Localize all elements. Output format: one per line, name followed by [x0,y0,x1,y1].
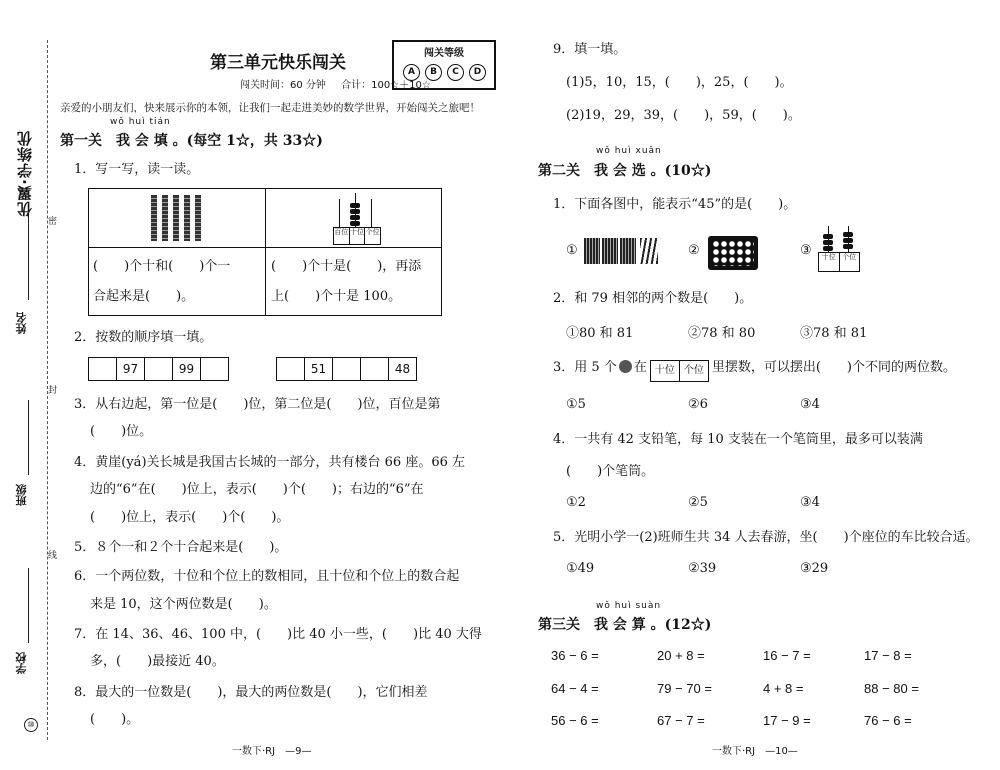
footer-left: 一数下·RJ —9— [232,746,312,757]
binding-margin [0,0,58,770]
q3-line1[interactable]: 3．从右边起，第一位是( )位，第二位是( )位，百位是第 [74,397,441,412]
intro-text: 亲爱的小朋友们，快来展示你的本领，让我们一起走进美妙的数学世界，开始闯关之旅吧！ [60,102,480,114]
place-label: 十位 [651,361,680,381]
calc-item[interactable]: 4 + 8 = [763,681,804,696]
choice3-option-a[interactable]: ①5 [566,397,586,412]
seq-cell[interactable] [277,358,305,381]
seq-cell[interactable] [89,358,117,381]
abacus-label: 个位 [365,228,380,236]
exam-time: 闯关时间：60 分钟 [240,80,326,91]
seq-cell[interactable] [145,358,173,381]
place-label: 个位 [683,365,704,376]
q1-right-line1[interactable]: ( )个十是( )，再添 [271,259,422,274]
class-label: 班级 [15,484,28,506]
choice1-option-c[interactable]: ③ [800,243,812,258]
q1-text: 1．写一写，读一读。 [74,162,200,177]
abacus-label: 个位 [842,253,857,261]
school-line [28,568,29,643]
choice3-text-b: 在 [633,360,647,375]
calc-item[interactable]: 79 − 70 = [657,681,712,696]
level-title: 闯关等级 [424,48,464,59]
place-value-chart [650,360,709,382]
q6-line1[interactable]: 6．一个两位数，十位和个位上的数相同，且十位和个位上的数合起 [74,569,460,584]
seal-mark: 线 [48,551,58,561]
seal-mark: 密 [48,217,58,227]
level-badge[interactable]: A [403,64,420,81]
q5-line1[interactable]: 5．８个一和２个十合起来是( )。 [74,540,288,555]
choice3-text [553,358,956,382]
q7-line2[interactable]: 多，( )最接近 40。 [90,654,225,669]
q4-line3[interactable]: ( )位上，表示( )个( )。 [90,510,290,525]
level-badge[interactable]: B [425,64,442,81]
choice4-option-c[interactable]: ③4 [800,495,820,510]
q1-right-line2[interactable]: 上( )个十是 100。 [271,289,402,304]
q6-line2[interactable]: 来是 10，这个两位数是( )。 [90,597,277,612]
abacus-label: 百位 [334,228,350,244]
level-box [392,40,496,90]
choice1-option-b[interactable]: ② [688,243,700,258]
brand-logo: 优翼·学练优 [16,130,34,217]
choice1-text: 1．下面各图中，能表示“45”的是( )。 [553,197,797,212]
choice2-text: 2．和 79 相邻的两个数是( )。 [553,291,753,306]
abacus-label: 十位 [350,228,366,244]
calc-item[interactable]: 17 − 8 = [864,648,912,663]
choice3-text-a: 3．用 5 个 [553,360,617,375]
school-label: 学校 [15,652,28,674]
q9-line2[interactable]: (2)19，29，39，( )，59，( )。 [566,108,801,123]
q1-divider [89,247,441,248]
choice2-option-a[interactable]: ①80 和 81 [566,326,634,341]
calc-item[interactable]: 76 − 6 = [864,713,912,728]
bead-icon [619,360,632,373]
name-label: 姓名 [15,312,28,334]
name-line [28,210,29,300]
q1-divider [265,189,266,315]
section3-pinyin: wǒ huì suàn [596,601,662,611]
seq-cell[interactable]: 48 [389,358,417,381]
ten-rods-image [151,195,211,243]
choice3-option-c[interactable]: ③4 [800,397,820,412]
circle-mark: ⑩ [24,718,38,732]
bundles-image [584,236,660,268]
q1-left-line1[interactable]: ( )个十和( )个一 [93,259,231,274]
choice4-line2[interactable]: ( )个笔筒。 [566,464,655,479]
calc-item[interactable]: 88 − 80 = [864,681,919,696]
abacus-image [333,193,381,245]
q7-line1[interactable]: 7．在 14、36、46、100 中，( )比 40 小一些，( )比 40 大得 [74,627,482,642]
section3-title: 第三关 我 会 算 。(12☆) [538,617,712,633]
calc-item[interactable]: 67 − 7 = [657,713,705,728]
q4-line2[interactable]: 边的“6”在( )位上，表示( )个( )；右边的“6”在 [90,482,424,497]
section2-title: 第二关 我 会 选 。(10☆) [538,163,712,179]
class-line [28,400,29,475]
seq-cell[interactable] [333,358,361,381]
choice4-option-a[interactable]: ①2 [566,495,586,510]
seq-cell[interactable]: 99 [173,358,201,381]
seq-cell[interactable]: 97 [117,358,145,381]
footer-right: 一数下·RJ —10— [712,746,798,757]
choice5-option-b[interactable]: ②39 [688,561,717,576]
choice4-option-b[interactable]: ②5 [688,495,708,510]
seq-cell[interactable]: 51 [305,358,333,381]
q1-left-line2[interactable]: 合起来是( )。 [93,289,195,304]
abacus-choice-image [818,224,860,272]
q2-text: 2．按数的顺序填一填。 [74,330,213,345]
exam-score: 合计：100☆＋10☆ [341,80,431,91]
choice5-option-c[interactable]: ③29 [800,561,829,576]
choice3-option-b[interactable]: ②6 [688,397,708,412]
choice2-option-c[interactable]: ③78 和 81 [800,326,868,341]
beads-tray-image [708,236,758,270]
choice3-text-c: 里摆数，可以摆出( )个不同的两位数。 [711,360,956,375]
q2-sequence-2 [276,357,417,381]
q9-line1[interactable]: (1)5，10，15，( )，25，( )。 [566,75,793,90]
calc-item[interactable]: 36 − 6 = [551,648,599,663]
abacus-label: 十位 [819,253,840,271]
q8-line1[interactable]: 8．最大的一位数是( )，最大的两位数是( )，它们相差 [74,685,428,700]
q8-line2[interactable]: ( )。 [90,712,140,727]
page-title: 第三单元快乐闯关 [210,53,346,73]
choice5-text[interactable]: 5．光明小学一(2)班师生共 34 人去春游，坐( )个座位的车比较合适。 [553,530,979,545]
seq-cell[interactable] [201,358,229,381]
calc-item[interactable]: 64 − 4 = [551,681,599,696]
seal-mark: 封 [48,386,58,396]
section1-title: 第一关 我 会 填 。(每空 1☆，共 33☆) [60,133,323,149]
seq-cell[interactable] [361,358,389,381]
q9-text: 9．填一填。 [553,42,627,57]
q4-line1[interactable]: 4．黄崖(yá)关长城是我国古长城的一部分，共有楼台 66 座。66 左 [74,455,465,470]
level-badge[interactable]: C [447,64,464,81]
choice4-line1: 4．一共有 42 支铅笔，每 10 支装在一个笔筒里，最多可以装满 [553,432,923,447]
calc-item[interactable]: 17 − 9 = [763,713,811,728]
section2-pinyin: wǒ huì xuǎn [596,146,662,156]
level-badge[interactable]: D [469,64,486,81]
calc-item[interactable]: 16 − 7 = [763,648,811,663]
choice1-option-a[interactable]: ① [566,243,578,258]
section1-pinyin: wǒ huì tián [110,117,171,127]
q1-table [88,188,442,316]
q2-sequence-1 [88,357,229,381]
choice5-option-a[interactable]: ①49 [566,561,595,576]
q3-line2[interactable]: ( )位。 [90,424,153,439]
calc-item[interactable]: 20 + 8 = [657,648,705,663]
calc-item[interactable]: 56 − 6 = [551,713,599,728]
choice2-option-b[interactable]: ②78 和 80 [688,326,756,341]
